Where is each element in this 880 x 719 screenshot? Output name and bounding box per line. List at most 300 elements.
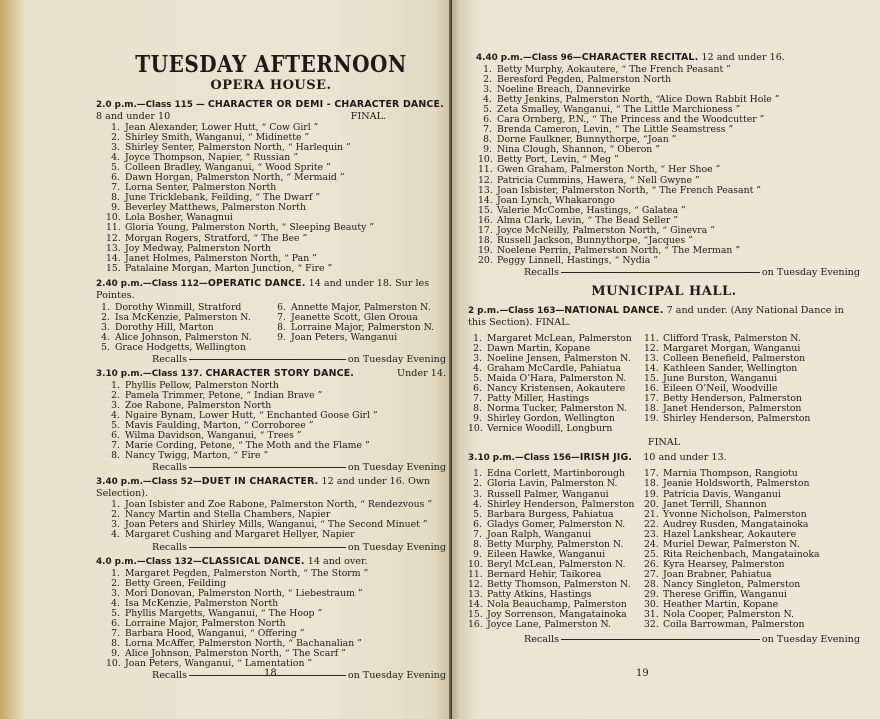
- entry-number: 9.: [473, 413, 482, 425]
- entry-number: 11.: [478, 164, 493, 176]
- entry-text: Margaret Morgan, Wanganui: [663, 342, 801, 354]
- class-time: 3.10 p.m.—: [96, 368, 152, 379]
- entry-text: Jeanie Holdsworth, Palmerston: [663, 478, 810, 490]
- entry-number: 1.: [111, 379, 120, 391]
- entry-text: Lorraine Major, Palmerston North: [125, 617, 286, 629]
- entry-number: 14.: [478, 194, 493, 206]
- entry-number: 1.: [473, 468, 482, 480]
- entry-text: Betty Thomson, Palmerston N.: [487, 578, 631, 590]
- class-163-heading: [468, 305, 860, 328]
- recalls-label: Recalls: [152, 462, 188, 474]
- entry-number: 3.: [101, 321, 110, 333]
- entry-number: 26.: [644, 558, 659, 570]
- entry-text: Noeline Breach, Dannevirke: [497, 84, 631, 96]
- entry-number: 13.: [644, 353, 659, 365]
- entry-number: 20.: [478, 254, 493, 266]
- entry-list: [96, 381, 446, 461]
- recalls-line: [96, 462, 446, 473]
- entry-number: 24.: [644, 538, 659, 550]
- entry-number: 17.: [644, 468, 659, 480]
- entry-number: 19.: [644, 413, 659, 425]
- entry-text: Grace Hodgetts, Wellington: [115, 341, 246, 353]
- class-age: 10 and under 13.: [643, 452, 727, 464]
- entry-number: 22.: [644, 518, 659, 530]
- entry-number: 2.: [483, 74, 492, 86]
- list-item: [644, 620, 860, 630]
- entry-text: Betty Port, Levin, “ Meg ”: [497, 154, 619, 166]
- list-item: [96, 343, 272, 353]
- class-name: CHARACTER OR DEMI - CHARACTER DANCE.: [207, 99, 444, 110]
- class-52-section: [96, 476, 446, 552]
- recalls-rule: [189, 467, 346, 468]
- entry-number: 16.: [468, 619, 483, 631]
- class-115-section: [96, 99, 446, 274]
- entry-text: Russell Palmer, Wanganui: [487, 488, 609, 500]
- recalls-rule: [561, 639, 760, 640]
- entry-number: 19.: [478, 244, 493, 256]
- entry-text: Joan Isbister and Zoe Rabone, Palmerston North, “ Rendezvous ”: [125, 499, 433, 511]
- entry-text: Norma Tucker, Palmerston N.: [487, 403, 628, 415]
- class-name: DUET IN CHARACTER.: [201, 476, 319, 488]
- entry-text: Valerie McCombe, Hastings, “ Galatea ”: [497, 204, 686, 216]
- entry-number: 32.: [644, 619, 659, 631]
- entry-number: 23.: [644, 528, 659, 540]
- class-number: Class 96—: [531, 53, 582, 63]
- recalls-label: Recalls: [524, 266, 560, 278]
- entry-list-left: [468, 334, 644, 434]
- entry-text: Barbara Burgess, Pahiatua: [487, 508, 614, 520]
- entry-text: Yvonne Nicholson, Palmerston: [663, 508, 807, 520]
- class-age: 12 and under 16.: [701, 52, 785, 63]
- entry-columns: [468, 468, 860, 630]
- entry-text: Graham McCardle, Pahiatua: [487, 363, 622, 375]
- class-final-label: FINAL.: [350, 111, 386, 122]
- entry-text: Muriel Dewar, Palmerston N.: [663, 538, 800, 550]
- recalls-day: on Tuesday Evening: [347, 462, 446, 474]
- entry-text: Zoe Rabone, Palmerston North: [125, 400, 272, 412]
- entry-number: 7.: [111, 182, 120, 194]
- final-label: FINAL: [647, 437, 681, 449]
- entry-number: 2.: [111, 132, 120, 144]
- list-item: [468, 256, 860, 266]
- entry-number: 4.: [111, 597, 120, 609]
- entry-text: Joyce Thompson, Napier, “ Russian ”: [125, 152, 298, 164]
- entry-text: Peggy Linnell, Hastings, “ Nydia ”: [497, 254, 658, 266]
- entry-text: Nola Beauchamp, Palmerston: [487, 599, 627, 611]
- recalls-day: on Tuesday Evening: [761, 266, 860, 278]
- entry-number: 3.: [111, 587, 120, 599]
- entry-text: June Tricklebank, Feilding, “ The Dwarf ”: [125, 192, 321, 204]
- entry-text: Maida O’Hara, Palmerston N.: [487, 373, 627, 385]
- entry-number: 4.: [101, 331, 110, 343]
- entry-text: Cara Ornberg, P.N., “ The Princess and the Woodcutter ”: [497, 114, 765, 126]
- entry-text: Phyllis Margetts, Wanganui, “ The Hoop ”: [125, 607, 323, 619]
- class-name: CHARACTER RECITAL.: [581, 52, 699, 63]
- entry-text: Heather Martin, Kopane: [663, 599, 779, 611]
- entry-number: 6.: [483, 114, 492, 126]
- entry-number: 7.: [111, 627, 120, 639]
- class-96-section: [468, 52, 860, 278]
- entry-number: 17.: [644, 393, 659, 405]
- recalls-day: on Tuesday Evening: [347, 353, 446, 365]
- entry-number: 5.: [473, 508, 482, 520]
- entry-number: 8.: [111, 637, 120, 649]
- entry-text: Vernice Woodill, Longburn: [487, 423, 613, 435]
- entry-list: [96, 569, 446, 669]
- entry-text: Joan Peters and Shirley Mills, Wanganui, “ The Second Minuet ”: [125, 519, 428, 531]
- entry-number: 29.: [644, 588, 659, 600]
- venue-heading-opera-house: OPERA HOUSE.: [210, 78, 332, 93]
- recalls-label: Recalls: [152, 541, 188, 553]
- entry-text: Nancy Singleton, Palmerston: [663, 578, 801, 590]
- list-item: [96, 530, 446, 540]
- entry-text: Bernard Hehir, Taikorea: [487, 568, 602, 580]
- list-item: [468, 424, 644, 434]
- entry-text: Zeta Smalley, Wanganui, “ The Little Marchioness ”: [497, 104, 741, 116]
- class-time: 2.0 p.m.—: [96, 100, 146, 110]
- entry-text: Barbara Hood, Wanganui, “ Offering ”: [125, 627, 305, 639]
- entry-text: Margaret Pegden, Palmerston North, “ The Storm ”: [125, 567, 369, 579]
- entry-list: [96, 123, 446, 274]
- entry-number: 10.: [468, 558, 483, 570]
- class-age: 8 and under 10: [96, 111, 171, 122]
- entry-number: 10.: [106, 657, 121, 669]
- entry-number: 14.: [468, 599, 483, 611]
- entry-number: 7.: [277, 311, 286, 323]
- entry-number: 5.: [483, 104, 492, 116]
- entry-text: June Burston, Wanganui: [663, 373, 778, 385]
- entry-number: 14.: [106, 252, 121, 264]
- entry-text: Jean Alexander, Lower Hutt, “ Cow Girl ”: [125, 122, 319, 133]
- class-number: Class 115 —: [145, 100, 205, 110]
- entry-text: Eileen O’Neil, Woodville: [663, 383, 778, 395]
- entry-number: 5.: [111, 162, 120, 174]
- entry-text: Dawn Martin, Kopane: [487, 342, 591, 354]
- entry-text: Annette Major, Palmerston N.: [291, 301, 431, 313]
- entry-number: 6.: [111, 617, 120, 629]
- entry-number: 5.: [473, 373, 482, 385]
- recalls-line: [96, 542, 446, 553]
- class-time: 4.40 p.m.—: [476, 53, 532, 63]
- entry-text: Gloria Lavin, Palmerston N.: [487, 478, 618, 490]
- entry-number: 1.: [101, 301, 110, 313]
- entry-text: Ngaire Bynam, Lower Hutt, “ Enchanted Goose Girl ”: [125, 410, 378, 422]
- entry-text: Joy Sorrenson, Mangatainoka: [487, 609, 627, 621]
- class-time: 3.40 p.m.—: [96, 477, 152, 488]
- entry-text: Patty Atkins, Hastings: [487, 588, 592, 600]
- class-name: CLASSICAL DANCE.: [201, 555, 305, 567]
- entry-text: Gwen Graham, Palmerston North, “ Her Shoe ”: [497, 164, 721, 176]
- entry-text: Marnia Thompson, Rangiotu: [663, 468, 798, 480]
- entry-text: Joan Brabner, Pahiatua: [663, 568, 772, 580]
- class-time: 4.0 p.m.—: [96, 556, 146, 567]
- entry-number: 4.: [473, 363, 482, 375]
- entry-text: Phyllis Pellow, Palmerston North: [125, 379, 279, 391]
- entry-number: 13.: [106, 242, 121, 254]
- entry-number: 3.: [473, 353, 482, 365]
- list-item: [468, 620, 644, 630]
- entry-number: 7.: [483, 124, 492, 136]
- entry-text: Brenda Cameron, Levin, “ The Little Seamstress ”: [497, 124, 734, 136]
- entry-text: Joyce Lane, Palmerston N.: [487, 619, 612, 631]
- entry-text: Dawn Horgan, Palmerston North, “ Mermaid ”: [125, 172, 345, 184]
- entry-text: Kathleen Sander, Wellington: [663, 363, 798, 375]
- entry-number: 3.: [111, 400, 120, 412]
- entry-text: Betty Jenkins, Palmerston North, “Alice Down Rabbit Hole ”: [497, 94, 780, 106]
- entry-text: Isa McKenzie, Palmerston N.: [115, 311, 251, 323]
- entry-text: Marie Cording, Petone, “ The Moth and the Flame ”: [125, 440, 370, 452]
- entry-number: 5.: [101, 341, 110, 353]
- class-96-heading: [468, 52, 860, 64]
- entry-number: 7.: [111, 440, 120, 452]
- entry-number: 8.: [111, 192, 120, 204]
- entry-number: 19.: [644, 488, 659, 500]
- class-age: 14 and over.: [307, 555, 368, 567]
- entry-text: Betty Henderson, Palmerston: [663, 393, 802, 405]
- entry-text: Nola Cooper, Palmerston N.: [663, 609, 794, 621]
- class-time: 3.10 p.m.—: [468, 453, 524, 464]
- class-156-heading: [468, 452, 860, 464]
- list-item: [96, 451, 446, 461]
- entry-text: Beverley Matthews, Palmerston North: [125, 202, 306, 214]
- entry-number: 6.: [473, 383, 482, 395]
- entry-list: [96, 500, 446, 540]
- class-name: NATIONAL DANCE.: [564, 304, 664, 316]
- class-115-heading: [96, 99, 446, 122]
- entry-number: 4.: [111, 529, 120, 541]
- entry-text: Joan Lynch, Whakarongo: [497, 194, 616, 206]
- class-112-heading: [96, 278, 446, 301]
- entry-number: 13.: [468, 588, 483, 600]
- entry-text: Hazel Lankshear, Aokautere: [663, 528, 797, 540]
- entry-text: Coila Barrowman, Palmerston: [663, 619, 805, 631]
- class-163-section: [468, 305, 860, 448]
- entry-text: Nancy Martin and Stella Chambers, Napier: [125, 509, 331, 521]
- entry-number: 7.: [473, 528, 482, 540]
- entry-list: [468, 65, 860, 266]
- entry-number: 1.: [111, 567, 120, 579]
- entry-number: 9.: [111, 647, 120, 659]
- class-age: 14 and under 18. Sur les Pointes.: [96, 277, 430, 301]
- entry-text: Dorne Faulkner, Bunnythorpe, “Joan ”: [497, 134, 677, 146]
- entry-text: Mori Donovan, Palmerston North, “ Liebestraum ”: [125, 587, 363, 599]
- entry-text: Clifford Trask, Palmerston N.: [663, 332, 801, 344]
- recalls-line: [96, 354, 446, 365]
- entry-text: Betty Murphy, Aokautere, “ The French Peasant ”: [497, 64, 731, 75]
- recalls-rule: [189, 547, 346, 548]
- entry-text: Alice Johnson, Palmerston North, “ The Scarf ”: [125, 647, 346, 659]
- recalls-day: on Tuesday Evening: [761, 634, 860, 646]
- entry-number: 11.: [644, 332, 659, 344]
- entry-number: 6.: [111, 430, 120, 442]
- entry-number: 8.: [483, 134, 492, 146]
- venue-heading-municipal-hall: MUNICIPAL HALL.: [591, 283, 737, 299]
- entry-list-left: [96, 303, 272, 353]
- entry-number: 4.: [111, 410, 120, 422]
- entry-number: 2.: [111, 389, 120, 401]
- entry-text: Janet Terrill, Shannon: [663, 498, 767, 510]
- class-52-heading: [96, 476, 446, 499]
- list-item: [272, 333, 446, 343]
- entry-number: 8.: [111, 450, 120, 462]
- entry-text: Janet Holmes, Palmerston North, “ Pan ”: [125, 252, 317, 264]
- recalls-line: [468, 634, 860, 645]
- class-age: 12 and under 16. Own Selection).: [96, 476, 431, 500]
- class-number: Class 137.: [151, 368, 203, 379]
- entry-text: Dorothy Winmill, Stratford: [115, 301, 242, 313]
- class-number: Class 52—: [151, 477, 202, 488]
- page-title: TUESDAY AFTERNOON: [135, 50, 407, 78]
- entry-number: 3.: [483, 84, 492, 96]
- entry-text: Colleen Benefield, Palmerston: [663, 353, 806, 365]
- entry-number: 1.: [111, 122, 120, 133]
- entry-text: Lorna Senter, Palmerston North: [125, 182, 277, 194]
- class-112-section: [96, 278, 446, 365]
- entry-text: Shirley Smith, Wanganui, “ Midinette ”: [125, 132, 310, 144]
- entry-text: Wilma Davidson, Wanganui, “ Trees ”: [125, 430, 302, 442]
- recalls-label: Recalls: [152, 353, 188, 365]
- entry-text: Lorraine Major, Palmerston N.: [291, 321, 435, 333]
- entry-text: Lorna McAffer, Palmerston North, “ Bachanalian ”: [125, 637, 362, 649]
- entry-text: Patricia Davis, Wanganui: [663, 488, 781, 500]
- entry-number: 1.: [483, 64, 492, 75]
- entry-number: 8.: [473, 403, 482, 415]
- entry-number: 16.: [644, 383, 659, 395]
- entry-number: 4.: [483, 94, 492, 106]
- entry-number: 2.: [473, 342, 482, 354]
- entry-text: Betty Murphy, Palmerston N.: [487, 538, 624, 550]
- entry-number: 11.: [106, 222, 121, 234]
- entry-text: Gloria Young, Palmerston North, “ Sleeping Beauty ”: [125, 222, 375, 234]
- class-age: 7 and under. (Any National Dance in this Section). FINAL.: [468, 304, 844, 328]
- entry-number: 1.: [473, 332, 482, 344]
- class-time: 2 p.m.—: [468, 305, 509, 316]
- entry-number: 7.: [473, 393, 482, 405]
- entry-number: 10.: [468, 423, 483, 435]
- entry-text: Beresford Pegden, Palmerston North: [497, 74, 672, 86]
- entry-text: Jeanette Scott, Glen Oroua: [291, 311, 418, 323]
- entry-number: 15.: [644, 373, 659, 385]
- entry-text: Nancy Kristensen, Aokautere: [487, 383, 626, 395]
- entry-number: 15.: [478, 204, 493, 216]
- entry-number: 30.: [644, 599, 659, 611]
- entry-text: Janet Henderson, Palmerston: [663, 403, 802, 415]
- recalls-rule: [189, 359, 346, 360]
- class-name: CHARACTER STORY DANCE.: [205, 367, 355, 379]
- entry-number: 28.: [644, 578, 659, 590]
- entry-text: Therese Griffin, Wanganui: [663, 588, 787, 600]
- entry-number: 12.: [478, 174, 493, 186]
- entry-number: 8.: [473, 538, 482, 550]
- class-137-section: [96, 368, 446, 473]
- entry-number: 6.: [111, 172, 120, 184]
- entry-text: Patalaine Morgan, Marton Junction, “ Fire ”: [125, 262, 333, 274]
- entry-number: 5.: [111, 607, 120, 619]
- class-age: Under 14.: [397, 367, 446, 379]
- entry-list-left: [468, 469, 644, 630]
- entry-number: 15.: [468, 609, 483, 621]
- entry-number: 10.: [106, 212, 121, 224]
- entry-number: 27.: [644, 568, 659, 580]
- entry-number: 3.: [111, 519, 120, 531]
- class-156-section: [468, 452, 860, 645]
- entry-text: Shirley Senter, Palmerston North, “ Harlequin ”: [125, 142, 351, 154]
- class-time: 2.40 p.m.—: [96, 278, 152, 289]
- entry-list-right: [644, 334, 860, 434]
- entry-text: Margaret McLean, Palmerston: [487, 332, 632, 344]
- entry-text: Beryl McLean, Palmerston N.: [487, 558, 626, 570]
- entry-text: Rita Reichenbach, Mangatainoka: [663, 548, 820, 560]
- entry-text: Noeline Jensen, Palmerston N.: [487, 353, 631, 365]
- entry-number: 20.: [644, 498, 659, 510]
- entry-text: Alma Clark, Levin, “ The Bead Seller ”: [497, 214, 679, 226]
- entry-number: 3.: [473, 488, 482, 500]
- entry-number: 18.: [478, 234, 493, 246]
- class-name: OPERATIC DANCE.: [207, 277, 306, 289]
- entry-number: 9.: [111, 202, 120, 214]
- entry-text: Edna Corlett, Martinborough: [487, 468, 625, 480]
- entry-text: Noelene Perrin, Palmerston North, “ The Merman ”: [497, 244, 741, 256]
- entry-list-right: [644, 469, 860, 630]
- recalls-rule: [561, 272, 760, 273]
- entry-number: 11.: [468, 568, 483, 580]
- entry-number: 25.: [644, 548, 659, 560]
- entry-number: 9.: [483, 144, 492, 156]
- entry-text: Joan Peters, Wanganui, “ Lamentation ”: [125, 657, 313, 669]
- recalls-day: on Tuesday Evening: [347, 541, 446, 553]
- entry-number: 18.: [644, 478, 659, 490]
- entry-number: 2.: [473, 478, 482, 490]
- entry-text: Joan Peters, Wanganui: [291, 331, 398, 343]
- entry-text: Shirley Gordon, Wellington: [487, 413, 615, 425]
- entry-text: Gladys Gomer, Palmerston N.: [487, 518, 626, 530]
- entry-number: 12.: [106, 232, 121, 244]
- entry-text: Mavis Faulding, Marton, “ Corroboree ”: [125, 420, 314, 432]
- entry-number: 2.: [111, 509, 120, 521]
- entry-text: Nina Clough, Shannon, “ Oberon ”: [497, 144, 661, 156]
- entry-text: Patty Miller, Hastings: [487, 393, 590, 405]
- entry-number: 6.: [473, 518, 482, 530]
- entry-number: 31.: [644, 609, 659, 621]
- entry-text: Pamela Trimmer, Petone, “ Indian Brave ”: [125, 389, 323, 401]
- entry-columns: [96, 302, 446, 353]
- entry-number: 13.: [478, 184, 493, 196]
- entry-text: Alice Johnson, Palmerston N.: [115, 331, 252, 343]
- entry-number: 6.: [277, 301, 286, 313]
- page-number: 18: [264, 668, 277, 679]
- entry-text: Joy Medway, Palmerston North: [125, 242, 271, 254]
- entry-text: Morgan Rogers, Stratford, “ The Bee ”: [125, 232, 308, 244]
- entry-text: Joan Isbister, Palmerston North, “ The French Peasant ”: [497, 184, 762, 196]
- entry-number: 3.: [111, 142, 120, 154]
- recalls-day: on Tuesday Evening: [347, 669, 446, 681]
- entry-number: 2.: [111, 577, 120, 589]
- entry-number: 2.: [101, 311, 110, 323]
- class-number: Class 156—: [523, 453, 580, 464]
- entry-number: 8.: [277, 321, 286, 333]
- entry-list-right: [272, 303, 446, 353]
- entry-text: Lola Bosher, Wanagnui: [125, 212, 233, 224]
- class-number: Class 132—: [145, 556, 202, 567]
- entry-text: Russell Jackson, Bunnythorpe, “Jacques ”: [497, 234, 693, 246]
- entry-number: 17.: [478, 224, 493, 236]
- entry-text: Patricia Cummins, Hawera, “ Nell Gwyne ”: [497, 174, 700, 186]
- entry-number: 14.: [644, 363, 659, 375]
- entry-number: 16.: [478, 214, 493, 226]
- entry-number: 4.: [473, 498, 482, 510]
- entry-number: 15.: [106, 262, 121, 274]
- entry-text: Shirley Henderson, Palmerston: [487, 498, 635, 510]
